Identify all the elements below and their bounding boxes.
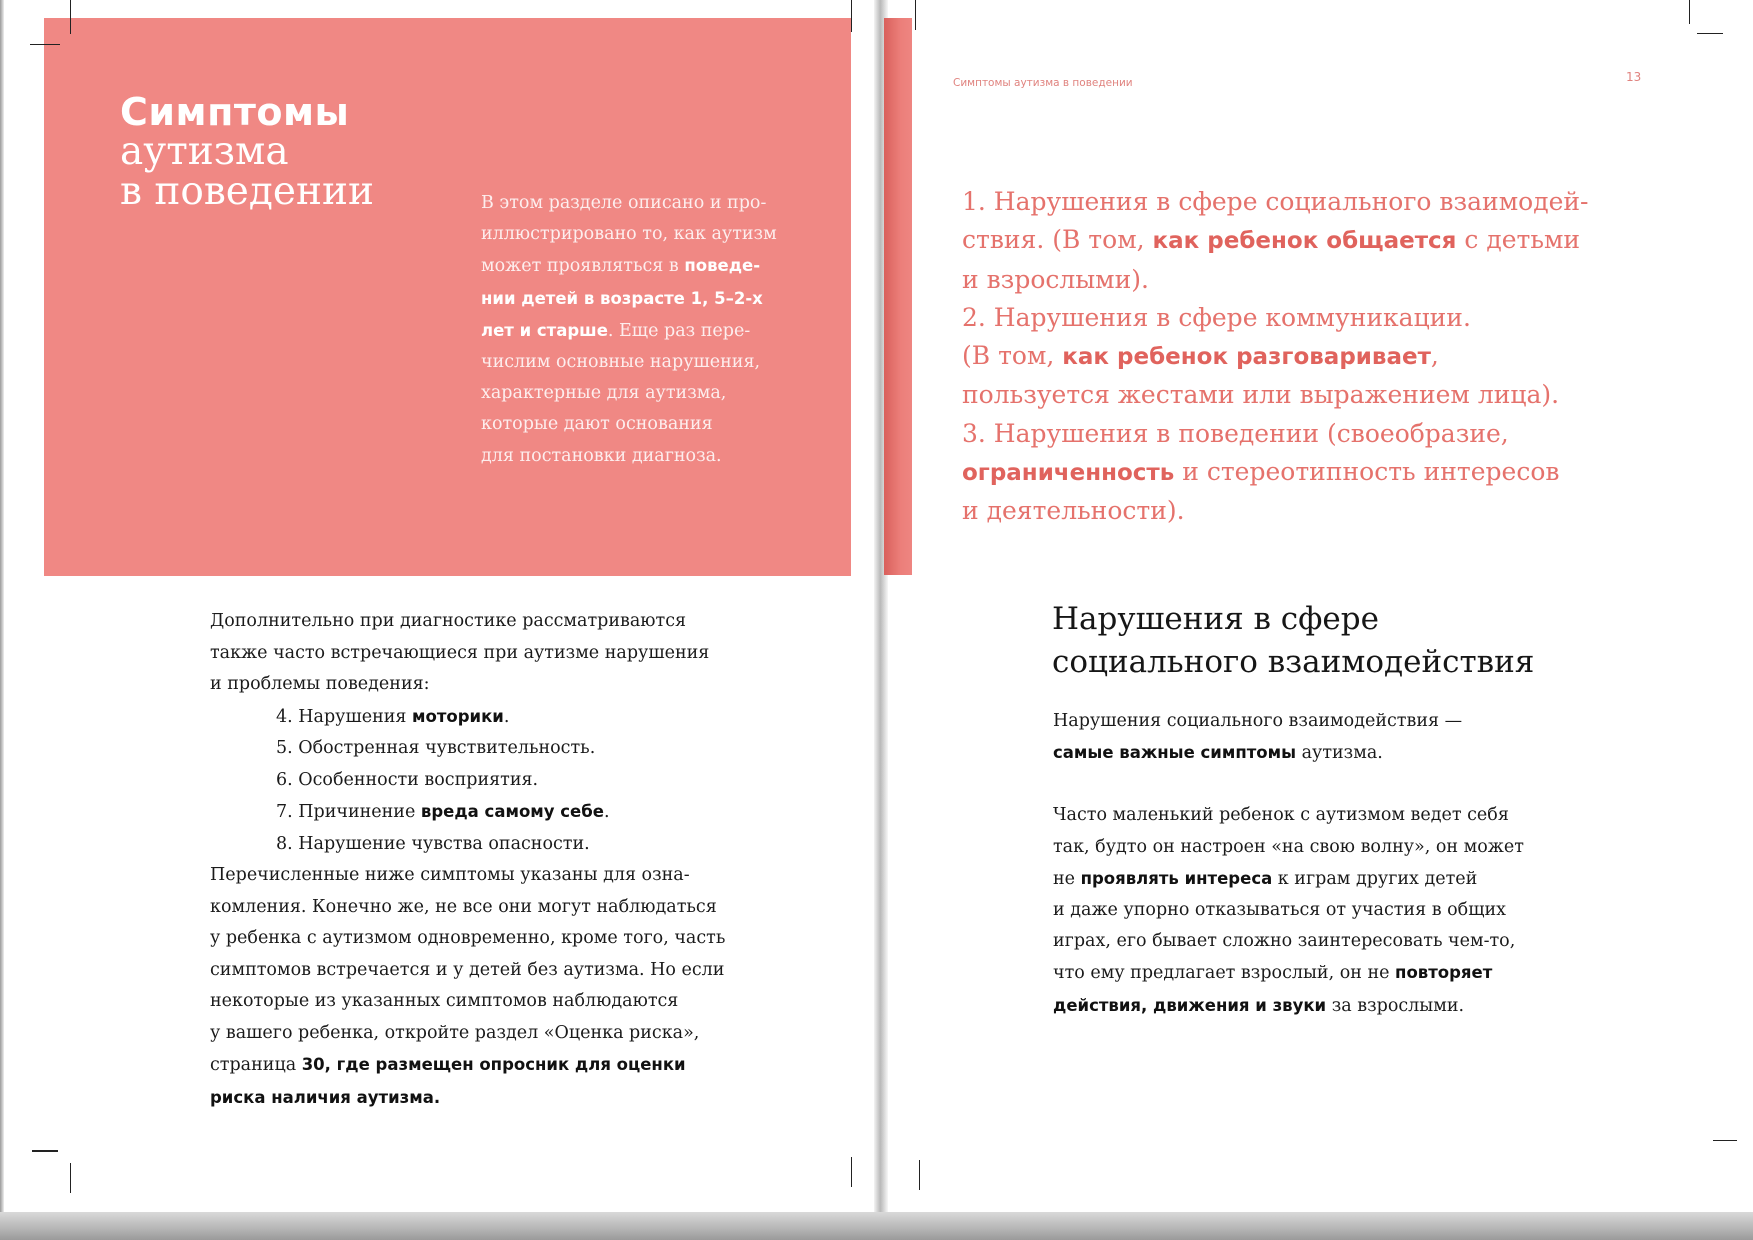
body-line: играх, его бывает сложно заинтересовать чем-то, [1053, 931, 1516, 952]
title-line-2: аутизма [120, 129, 289, 174]
body-line: что ему предлагает взрослый, он не повторяет [1053, 963, 1493, 984]
body-line: и даже упорно отказываться от участия в общих [1053, 900, 1506, 921]
body-line: Дополнительно при диагностике рассматриваются [210, 611, 687, 631]
list-item: 8. Нарушение чувства опасности. [276, 833, 590, 854]
crop-mark [30, 44, 60, 45]
intro-line: для постановки диагноза. [481, 445, 722, 466]
crop-mark [70, 0, 71, 34]
crop-mark [851, 1157, 852, 1187]
crop-mark [70, 1163, 71, 1193]
title-line-1: Симптомы [120, 90, 350, 134]
list-item: 7. Причинение вреда самому себе. [276, 802, 610, 822]
social-interaction-text [1053, 706, 1613, 1022]
scanner-shadow [0, 1212, 1753, 1240]
key-symptom-line: 1. Нарушения в сфере социального взаимодей- [962, 187, 1589, 216]
intro-paragraph [481, 188, 821, 472]
list-item: 4. Нарушения моторики. [276, 706, 510, 727]
scan-edge-shadow [0, 0, 4, 1215]
crop-mark [32, 1150, 58, 1152]
additional-symptoms-text [210, 606, 780, 1114]
heading-line-2: социального взаимодействия [1052, 644, 1535, 680]
key-symptom-line: ствия. (В том, как ребенок общается с детьми [962, 225, 1581, 255]
key-symptom-line: и взрослыми). [962, 264, 1149, 294]
intro-line: лет и старше. Еще раз пере- [481, 320, 751, 341]
heading-line-1: Нарушения в сфере [1052, 601, 1379, 637]
crop-mark [1713, 1140, 1737, 1141]
left-page [0, 0, 880, 1215]
body-line: не проявлять интереса к играм других детей [1053, 868, 1478, 889]
body-line: у ребенка с аутизмом одновременно, кроме того, часть [210, 928, 726, 948]
list-item: 6. Особенности восприятия. [276, 769, 539, 790]
intro-line: характерные для аутизма, [481, 383, 727, 404]
body-line: страница 30, где размещен опросник для оценки [210, 1055, 686, 1075]
subsection-heading [1052, 598, 1534, 684]
key-symptom-line: (В том, как ребенок разговаривает, [962, 341, 1439, 371]
intro-line: иллюстрировано то, как аутизм [481, 224, 777, 245]
body-line: Нарушения социального взаимодействия — [1053, 711, 1463, 731]
key-symptom-line: пользуется жестами или выражением лица). [962, 380, 1560, 410]
running-head: Симптомы аутизма в поведении [953, 77, 1133, 89]
paragraph-gap [1053, 769, 1613, 800]
page-number: 13 [1626, 70, 1642, 84]
crop-mark [851, 0, 852, 32]
key-symptom-line: 3. Нарушения в поведении (своеобразие, [962, 418, 1509, 448]
crop-mark [919, 1160, 920, 1190]
crop-mark [1689, 0, 1690, 24]
body-line: так, будто он настроен «на свою волну», он может [1053, 836, 1524, 857]
body-line: также часто встречающиеся при аутизме нарушения [210, 642, 710, 663]
body-line: и проблемы поведения: [210, 674, 430, 694]
intro-line: нии детей в возрасте 1, 5–2-х [481, 288, 763, 308]
body-line: у вашего ребенка, откройте раздел «Оценка риска», [210, 1022, 700, 1043]
spine-color-strip [884, 18, 912, 575]
list-item: 5. Обостренная чувствительность. [276, 738, 596, 758]
body-line: комления. Конечно же, не все они могут наблюдаться [210, 896, 717, 917]
key-symptom-line: 2. Нарушения в сфере коммуникации. [962, 302, 1471, 332]
intro-line: В этом разделе описано и про- [481, 193, 767, 213]
body-line: некоторые из указанных симптомов наблюдаются [210, 991, 679, 1011]
key-symptoms-list [962, 183, 1642, 531]
key-symptom-line: и деятельности). [962, 496, 1185, 526]
body-line: симптомов встречается и у детей без аутизма. Но если [210, 959, 725, 980]
body-line: действия, движения и звуки за взрослыми. [1053, 995, 1465, 1016]
key-symptom-line: ограниченность и стереотипность интересов [962, 457, 1560, 487]
body-line: риска наличия аутизма. [210, 1087, 441, 1107]
body-line: самые важные симптомы аутизма. [1053, 743, 1383, 764]
intro-line: которые дают основания [481, 414, 713, 435]
body-line: Перечисленные ниже симптомы указаны для озна- [210, 865, 690, 885]
section-title [120, 92, 374, 212]
title-line-3: в поведении [120, 169, 374, 214]
crop-mark [915, 0, 916, 30]
intro-line: числим основные нарушения, [481, 352, 761, 373]
intro-line: может проявляться в поведе- [481, 256, 761, 277]
body-line: Часто маленький ребенок с аутизмом ведет себя [1053, 805, 1509, 826]
crop-mark [1697, 33, 1723, 34]
